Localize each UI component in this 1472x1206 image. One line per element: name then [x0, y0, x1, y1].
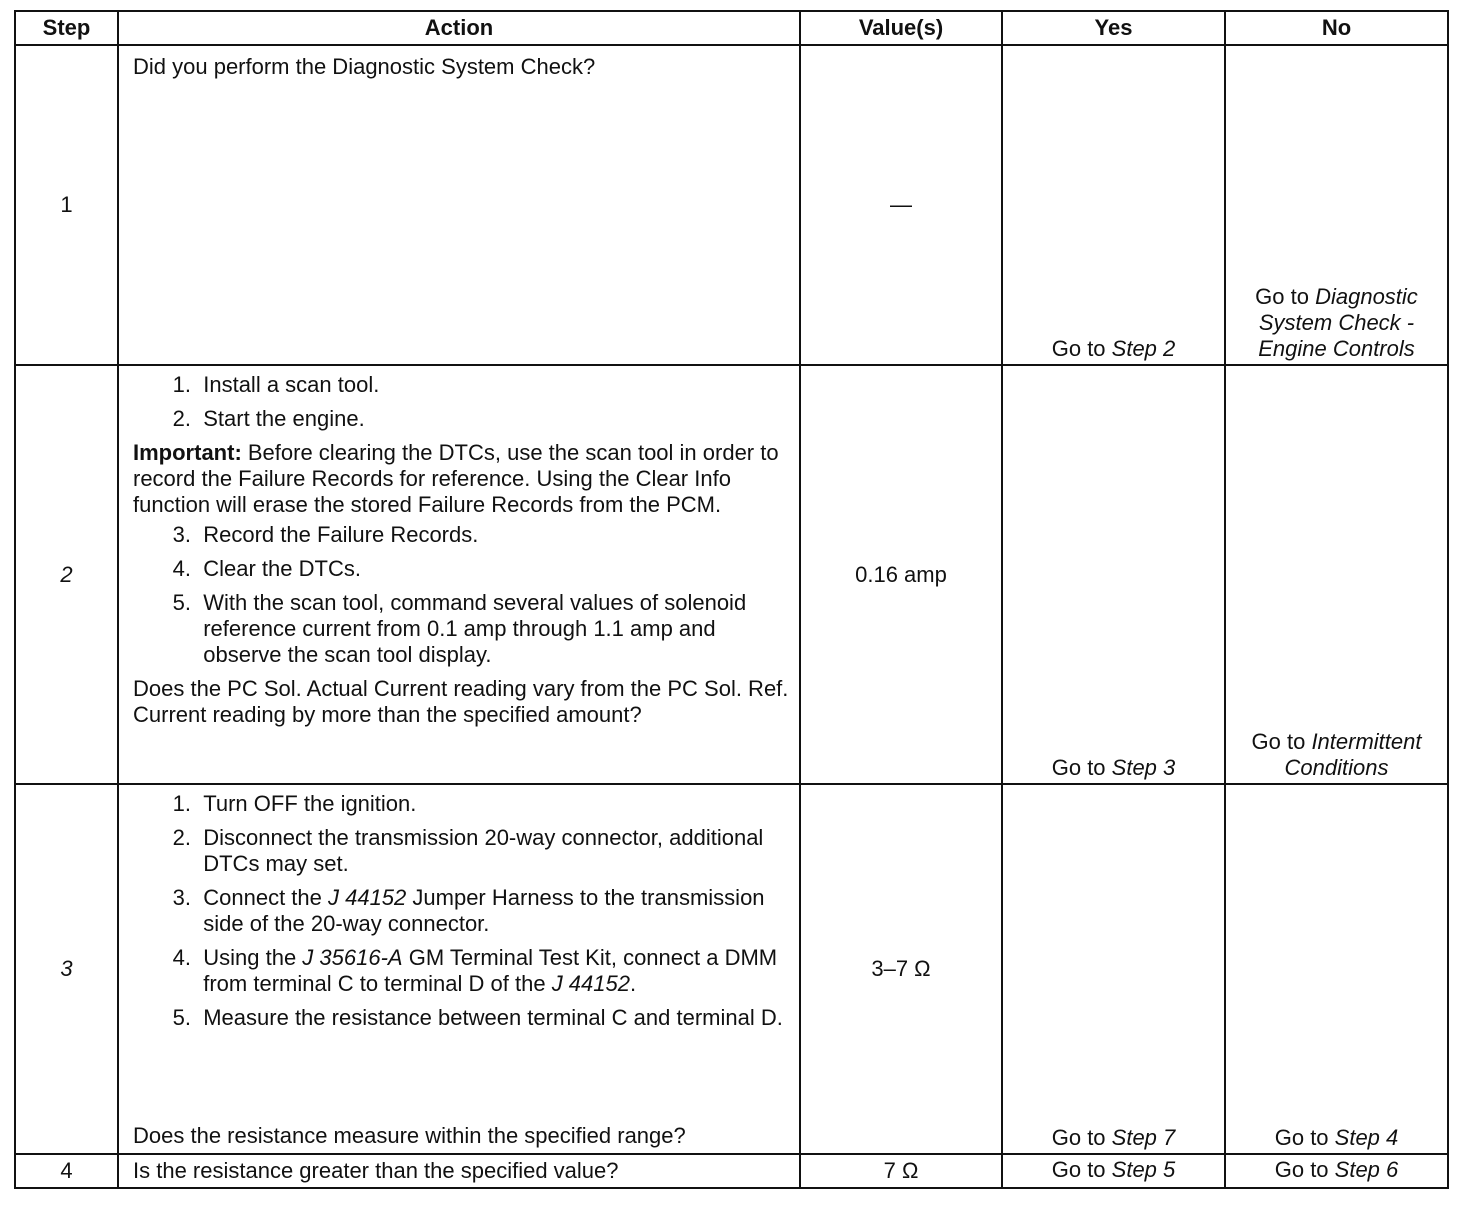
action-step: [133, 522, 789, 548]
action-step: [133, 791, 789, 817]
action-step: [133, 1005, 789, 1031]
goto-target-link[interactable]: Step 2: [1111, 336, 1176, 361]
goto-prefix: Go to: [1274, 1157, 1335, 1182]
step-number: 3: [15, 784, 118, 1154]
diagnostic-table: [14, 10, 1449, 1189]
table-row: [15, 784, 1448, 1154]
step-num: 3.: [172, 885, 191, 910]
step-number: 1: [15, 45, 118, 365]
goto-prefix: Go to: [1051, 336, 1112, 361]
action-question: Does the PC Sol. Actual Current reading vary from the PC Sol. Ref. Current reading by more than the specified amount?: [133, 676, 789, 727]
goto-prefix: Go to: [1051, 755, 1112, 780]
step-text-part: Connect the: [203, 885, 328, 910]
value-cell: 0.16 amp: [800, 365, 1002, 784]
step-text: With the scan tool, command several values of solenoid reference current from 0.1 amp through 1.1 amp and observe the scan tool display.: [203, 590, 747, 667]
action-cell: [118, 45, 800, 365]
important-note: [133, 440, 789, 518]
step-number: 2: [15, 365, 118, 784]
step-text-part: Jumper Harness to the transmission side of the 20-way connector.: [203, 885, 765, 936]
goto-prefix: Go to: [1274, 1125, 1335, 1150]
tool-name: J 35616-A: [302, 945, 403, 970]
tool-name: J 44152: [327, 885, 407, 910]
action-step: [133, 825, 789, 877]
step-num: 4.: [172, 556, 191, 581]
step-num: 5.: [172, 1005, 191, 1030]
step-num: 1.: [172, 372, 191, 397]
action-step: [133, 945, 789, 997]
goto-prefix: Go to: [1251, 729, 1312, 754]
action-question: Did you perform the Diagnostic System Check?: [133, 54, 596, 79]
header-row: [15, 11, 1448, 45]
step-text: Clear the DTCs.: [203, 556, 361, 581]
yes-cell: [1002, 45, 1225, 365]
yes-cell: [1002, 784, 1225, 1154]
step-text: [203, 885, 789, 937]
goto-target-link[interactable]: Step 7: [1111, 1125, 1176, 1150]
header-values: Value(s): [800, 11, 1002, 45]
step-num: 4.: [172, 945, 191, 970]
action-question: Is the resistance greater than the specified value?: [133, 1158, 619, 1183]
step-num: 5.: [172, 590, 191, 615]
no-cell: [1225, 45, 1448, 365]
tool-name: J 44152: [551, 971, 630, 996]
step-text-part: Using the: [203, 945, 303, 970]
action-cell: [118, 1154, 800, 1188]
action-step: [133, 556, 789, 582]
goto-prefix: Go to: [1051, 1125, 1112, 1150]
action-steps: [133, 372, 789, 432]
yes-cell: [1002, 1154, 1225, 1188]
step-text: Measure the resistance between terminal C and terminal D.: [203, 1005, 783, 1030]
action-step: [133, 590, 789, 668]
step-text: Start the engine.: [203, 406, 365, 431]
step-text: Turn OFF the ignition.: [203, 791, 417, 816]
action-cell: [118, 365, 800, 784]
action-question: Does the resistance measure within the specified range?: [133, 1123, 686, 1148]
goto-target-link[interactable]: Engine Controls: [1258, 336, 1415, 361]
step-num: 1.: [172, 791, 191, 816]
no-cell: [1225, 365, 1448, 784]
action-step: [133, 406, 789, 432]
step-text: Install a scan tool.: [203, 372, 380, 397]
goto-target-link[interactable]: Diagnostic: [1315, 284, 1418, 309]
table-row: [15, 365, 1448, 784]
action-step: [133, 372, 789, 398]
value-cell: 7 Ω: [800, 1154, 1002, 1188]
no-cell: [1225, 1154, 1448, 1188]
goto-target-link[interactable]: Step 3: [1111, 755, 1176, 780]
step-number: 4: [15, 1154, 118, 1188]
goto-prefix: Go to: [1051, 1157, 1112, 1182]
goto-target-link[interactable]: Step 4: [1334, 1125, 1399, 1150]
step-num: 2.: [172, 406, 191, 431]
table-row: [15, 1154, 1448, 1188]
goto-target-link[interactable]: Conditions: [1284, 755, 1389, 780]
step-num: 3.: [172, 522, 191, 547]
action-step: [133, 885, 789, 937]
goto-target-link[interactable]: Step 5: [1111, 1157, 1176, 1182]
action-steps: [133, 787, 789, 1039]
important-label: Important:: [133, 440, 242, 465]
step-text: [203, 945, 789, 997]
step-text-part: GM Terminal Test Kit, connect a DMM from terminal C to terminal D of the: [203, 945, 778, 996]
step-text: Record the Failure Records.: [203, 522, 479, 547]
important-text: Before clearing the DTCs, use the scan tool in order to record the Failure Records for reference. Using the Clear Info function will erase the stored Failure Records from the PCM.: [133, 440, 779, 517]
action-cell: [118, 784, 800, 1154]
step-text-part: .: [629, 971, 637, 996]
action-steps: [133, 522, 789, 668]
yes-cell: [1002, 365, 1225, 784]
table-row: [15, 45, 1448, 365]
header-step: Step: [15, 11, 118, 45]
goto-prefix: Go to: [1255, 284, 1316, 309]
value-cell: 3–7 Ω: [800, 784, 1002, 1154]
step-text: Disconnect the transmission 20-way connector, additional DTCs may set.: [203, 825, 764, 876]
goto-target-link[interactable]: Step 6: [1334, 1157, 1399, 1182]
header-action: Action: [118, 11, 800, 45]
step-num: 2.: [172, 825, 191, 850]
header-yes: Yes: [1002, 11, 1225, 45]
goto-target-link[interactable]: System Check -: [1258, 310, 1415, 335]
value-cell: —: [800, 45, 1002, 365]
goto-target-link[interactable]: Intermittent: [1311, 729, 1422, 754]
header-no: No: [1225, 11, 1448, 45]
no-cell: [1225, 784, 1448, 1154]
